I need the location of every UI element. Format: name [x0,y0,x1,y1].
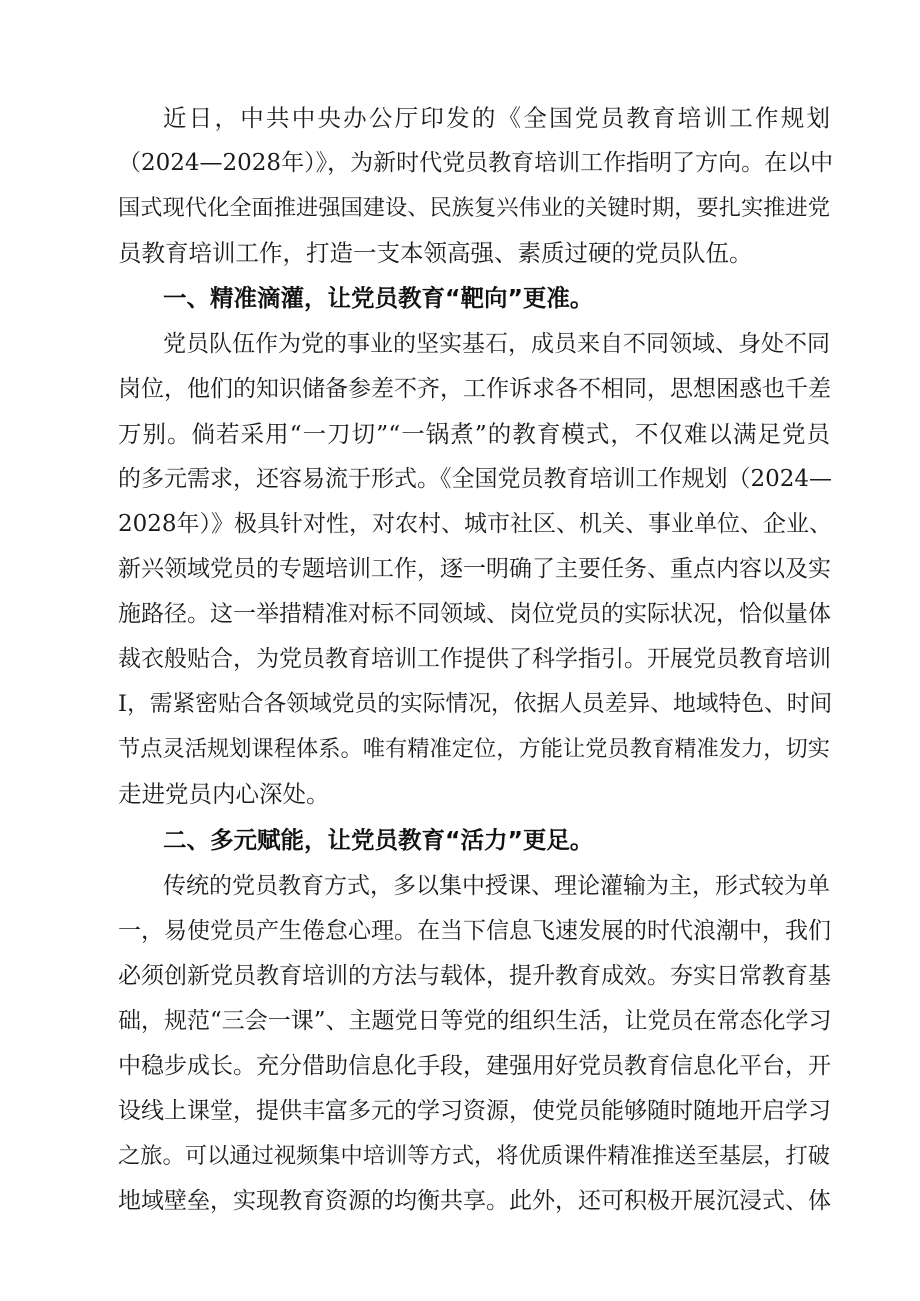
paragraph-line: 中稳步成长。充分借助信息化手段，建强用好党员教育信息化平台，开 [118,1053,831,1079]
paragraph-line: 节点灵活规划课程体系。唯有精准定位，方能让党员教育精准发力，切实 [118,736,830,762]
paragraph-line: 一，易使党员产生倦怠心理。在当下信息飞速发展的时代浪潮中，我们 [118,918,831,944]
intro-line: 近日，中共中央办公厅印发的《全国党员教育培训工作规划 [163,104,830,132]
paragraph-line: 础，规范“三会一课”、主题党日等党的组织生活，让党员在常态化学习 [118,1008,832,1034]
paragraph-line: 裁衣般贴合，为党员教育培训工作提供了科学指引。开展党员教育培训 [118,646,831,672]
paragraph-line: 走进党员内心深处。 [118,780,330,808]
paragraph-line: 岗位，他们的知识储备参差不齐，工作诉求各不相同，思想困惑也千差 [118,376,831,402]
intro-line: 员教育培训工作，打造一支本领高强、素质过硬的党员队伍。 [118,239,753,267]
section-heading-1: 一、精准滴灌，让党员教育“靶向”更准。 [163,284,594,312]
paragraph-line: 施路径。这一举措精准对标不同领域、岗位党员的实际状况，恰似量体 [118,601,831,627]
paragraph-line: 设线上课堂，提供丰富多元的学习资源，使党员能够随时随地开启学习 [118,1098,831,1124]
section-heading-2: 二、多元赋能，让党员教育“活力”更足。 [163,826,594,854]
intro-line: 国式现代化全面推进强国建设、民族复兴伟业的关键时期，要扎实推进党 [118,195,830,221]
intro-line: （2024—2028年）》，为新时代党员教育培训工作指明了方向。在以中 [118,150,834,176]
paragraph-line: 地域壁垒，实现教育资源的均衡共享。此外，还可积极开展沉浸式、体 [118,1188,831,1214]
paragraph-line: 党员队伍作为党的事业的坚实基石，成员来自不同领域、身处不同 [163,331,830,357]
paragraph-line: 之旅。可以通过视频集中培训等方式，将优质课件精准推送至基层，打破 [118,1143,830,1169]
paragraph-line: 必须创新党员教育培训的方法与载体，提升教育成效。夯实日常教育基 [118,963,831,989]
paragraph-line: 的多元需求，还容易流于形式。《全国党员教育培训工作规划（2024— [118,466,833,492]
paragraph-line: 万别。倘若采用“一刀切”“一锅煮”的教育模式，不仅难以满足党员 [118,420,830,448]
paragraph-line: 传统的党员教育方式，多以集中授课、理论灌输为主，形式较为单 [163,873,830,899]
paragraph-line: 2028年）》极具针对性，对农村、城市社区、机关、事业单位、企业、 [118,511,833,537]
paragraph-line: I，需紧密贴合各领域党员的实际情况，依据人员差异、地域特色、时间 [118,691,833,717]
paragraph-line: 新兴领域党员的专题培训工作，逐一明确了主要任务、重点内容以及实 [118,556,831,582]
